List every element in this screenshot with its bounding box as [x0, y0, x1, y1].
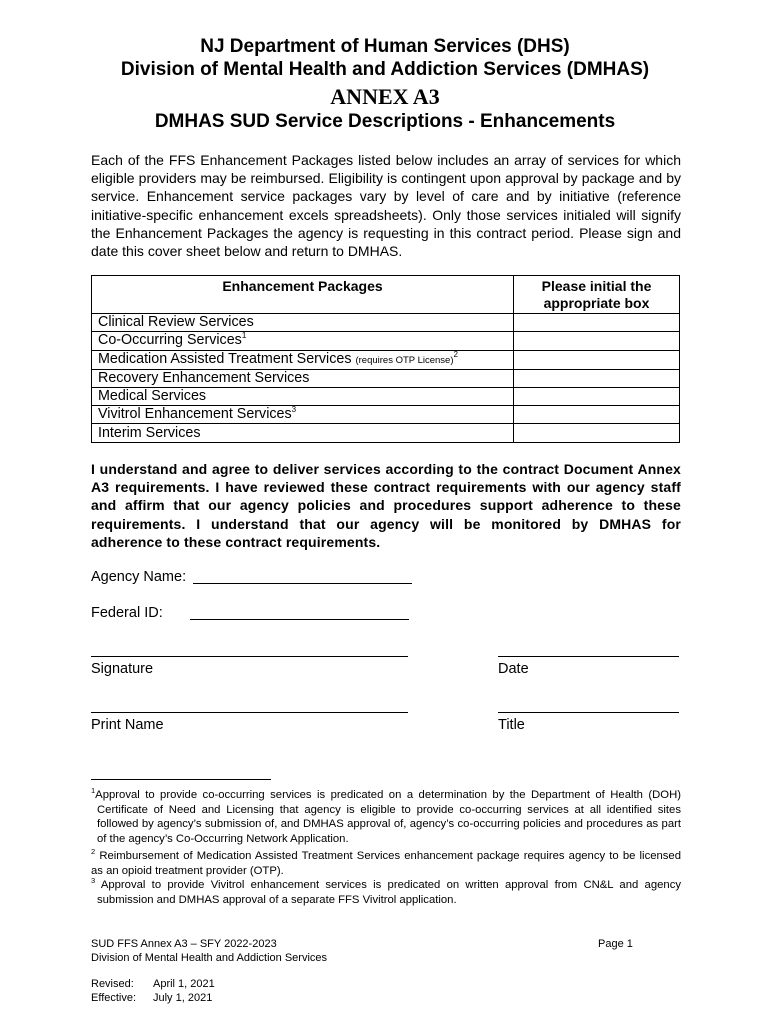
effective-label: Effective:	[91, 992, 137, 1004]
date-label: Date	[498, 661, 529, 677]
footer-doc-id: SUD FFS Annex A3 – SFY 2022-2023	[91, 938, 277, 950]
footnote-separator	[91, 779, 271, 780]
table-row	[92, 369, 680, 387]
package-name: Vivitrol Enhancement Services$^3$	[92, 406, 514, 424]
footnote-1: $^1$Approval to provide co-occurring services is predicated on a determination by the Department of Health (DOH) Certificate of Need and Licensing that agency is eligible to provide co-occurring services at all identified sites followed by agency’s submission of, and DMHAS approval of, agency’s co-occurring policies and procedures as part of the agency’s Co-Occurring Network Application.	[91, 786, 681, 845]
package-name: Co-Occurring Services$^1$	[92, 332, 514, 350]
footer-division: Division of Mental Health and Addiction Services	[91, 952, 328, 964]
initial-box[interactable]	[514, 424, 680, 442]
table-row	[92, 314, 680, 332]
footnote-3: $^3$ Approval to provide Vivitrol enhancement services is predicated on written approval from CN&L and agency submission and DMHAS approval of a separate FFS Vivitrol application.	[91, 876, 681, 906]
agency-name-line[interactable]	[193, 583, 412, 584]
initial-box[interactable]	[514, 314, 680, 332]
package-name: Clinical Review Services	[92, 314, 514, 332]
table-row	[92, 424, 680, 442]
initial-box[interactable]	[514, 369, 680, 387]
signature-line[interactable]	[91, 656, 408, 657]
annex-title: ANNEX A3	[330, 84, 440, 109]
department-title: NJ Department of Human Services (DHS)	[200, 36, 570, 57]
initial-box[interactable]	[514, 406, 680, 424]
col-header-packages: Enhancement Packages	[92, 276, 514, 314]
table-row	[92, 332, 680, 350]
enhancement-packages-table	[91, 275, 680, 443]
package-name: Interim Services	[92, 424, 514, 442]
initial-box[interactable]	[514, 387, 680, 405]
title-label: Title	[498, 717, 525, 733]
package-name: Medical Services	[92, 387, 514, 405]
revised-label: Revised:	[91, 978, 134, 990]
footnote-ref: 1	[241, 331, 247, 341]
federal-id-label: Federal ID:	[91, 605, 163, 621]
signature-label: Signature	[91, 661, 154, 677]
agency-name-label: Agency Name:	[91, 569, 187, 585]
print-name-line[interactable]	[91, 712, 408, 713]
date-line[interactable]	[498, 656, 679, 657]
page-number: Page 1	[598, 938, 633, 950]
title-line[interactable]	[498, 712, 679, 713]
col-header-initial: Please initial the appropriate box	[514, 276, 680, 314]
federal-id-line[interactable]	[190, 619, 409, 620]
footnote-2: $^2$ Reimbursement of Medication Assisted Treatment Services enhancement package requires agency to be licensed as an opioid treatment provider (OTP).	[91, 847, 681, 877]
table-header-row	[92, 276, 680, 314]
division-title: Division of Mental Health and Addiction Services (DMHAS)	[120, 59, 650, 80]
revised-date: April 1, 2021	[153, 978, 215, 990]
package-name: Medication Assisted Treatment Services (requires OTP License)$^2$	[92, 350, 514, 369]
document-subtitle: DMHAS SUD Service Descriptions - Enhancements	[154, 111, 616, 132]
footnote-ref: 2	[453, 349, 458, 359]
agreement-statement: I understand and agree to deliver services according to the contract Document Annex A3 requirements. I have reviewed these contract requirements with our agency staff and affirm that our agency policies and procedures support adherence to these requirements. I understand that our agency will be monitored by DMHAS for adherence to these contract requirements.	[91, 461, 681, 550]
print-name-label: Print Name	[91, 717, 164, 733]
footnote-ref: 3	[291, 405, 297, 415]
initial-box[interactable]	[514, 332, 680, 350]
initial-box[interactable]	[514, 350, 680, 369]
table-row	[92, 350, 680, 369]
effective-date: July 1, 2021	[153, 992, 213, 1004]
table-row	[92, 387, 680, 405]
otp-note: (requires OTP License)	[355, 354, 454, 366]
package-name: Recovery Enhancement Services	[92, 369, 514, 387]
intro-paragraph: Each of the FFS Enhancement Packages listed below includes an array of services for which eligible providers may be reimbursed. Eligibility is contingent upon approval by package and by service. Enhancement service packages vary by level of care and by initiative (reference initiative-specific enhancement excels spreadsheets). Only those services initialed will signify the Enhancement Packages the agency is requesting in this contract period. Please sign and date this cover sheet below and return to DMHAS.	[91, 152, 681, 260]
table-row	[92, 406, 680, 424]
